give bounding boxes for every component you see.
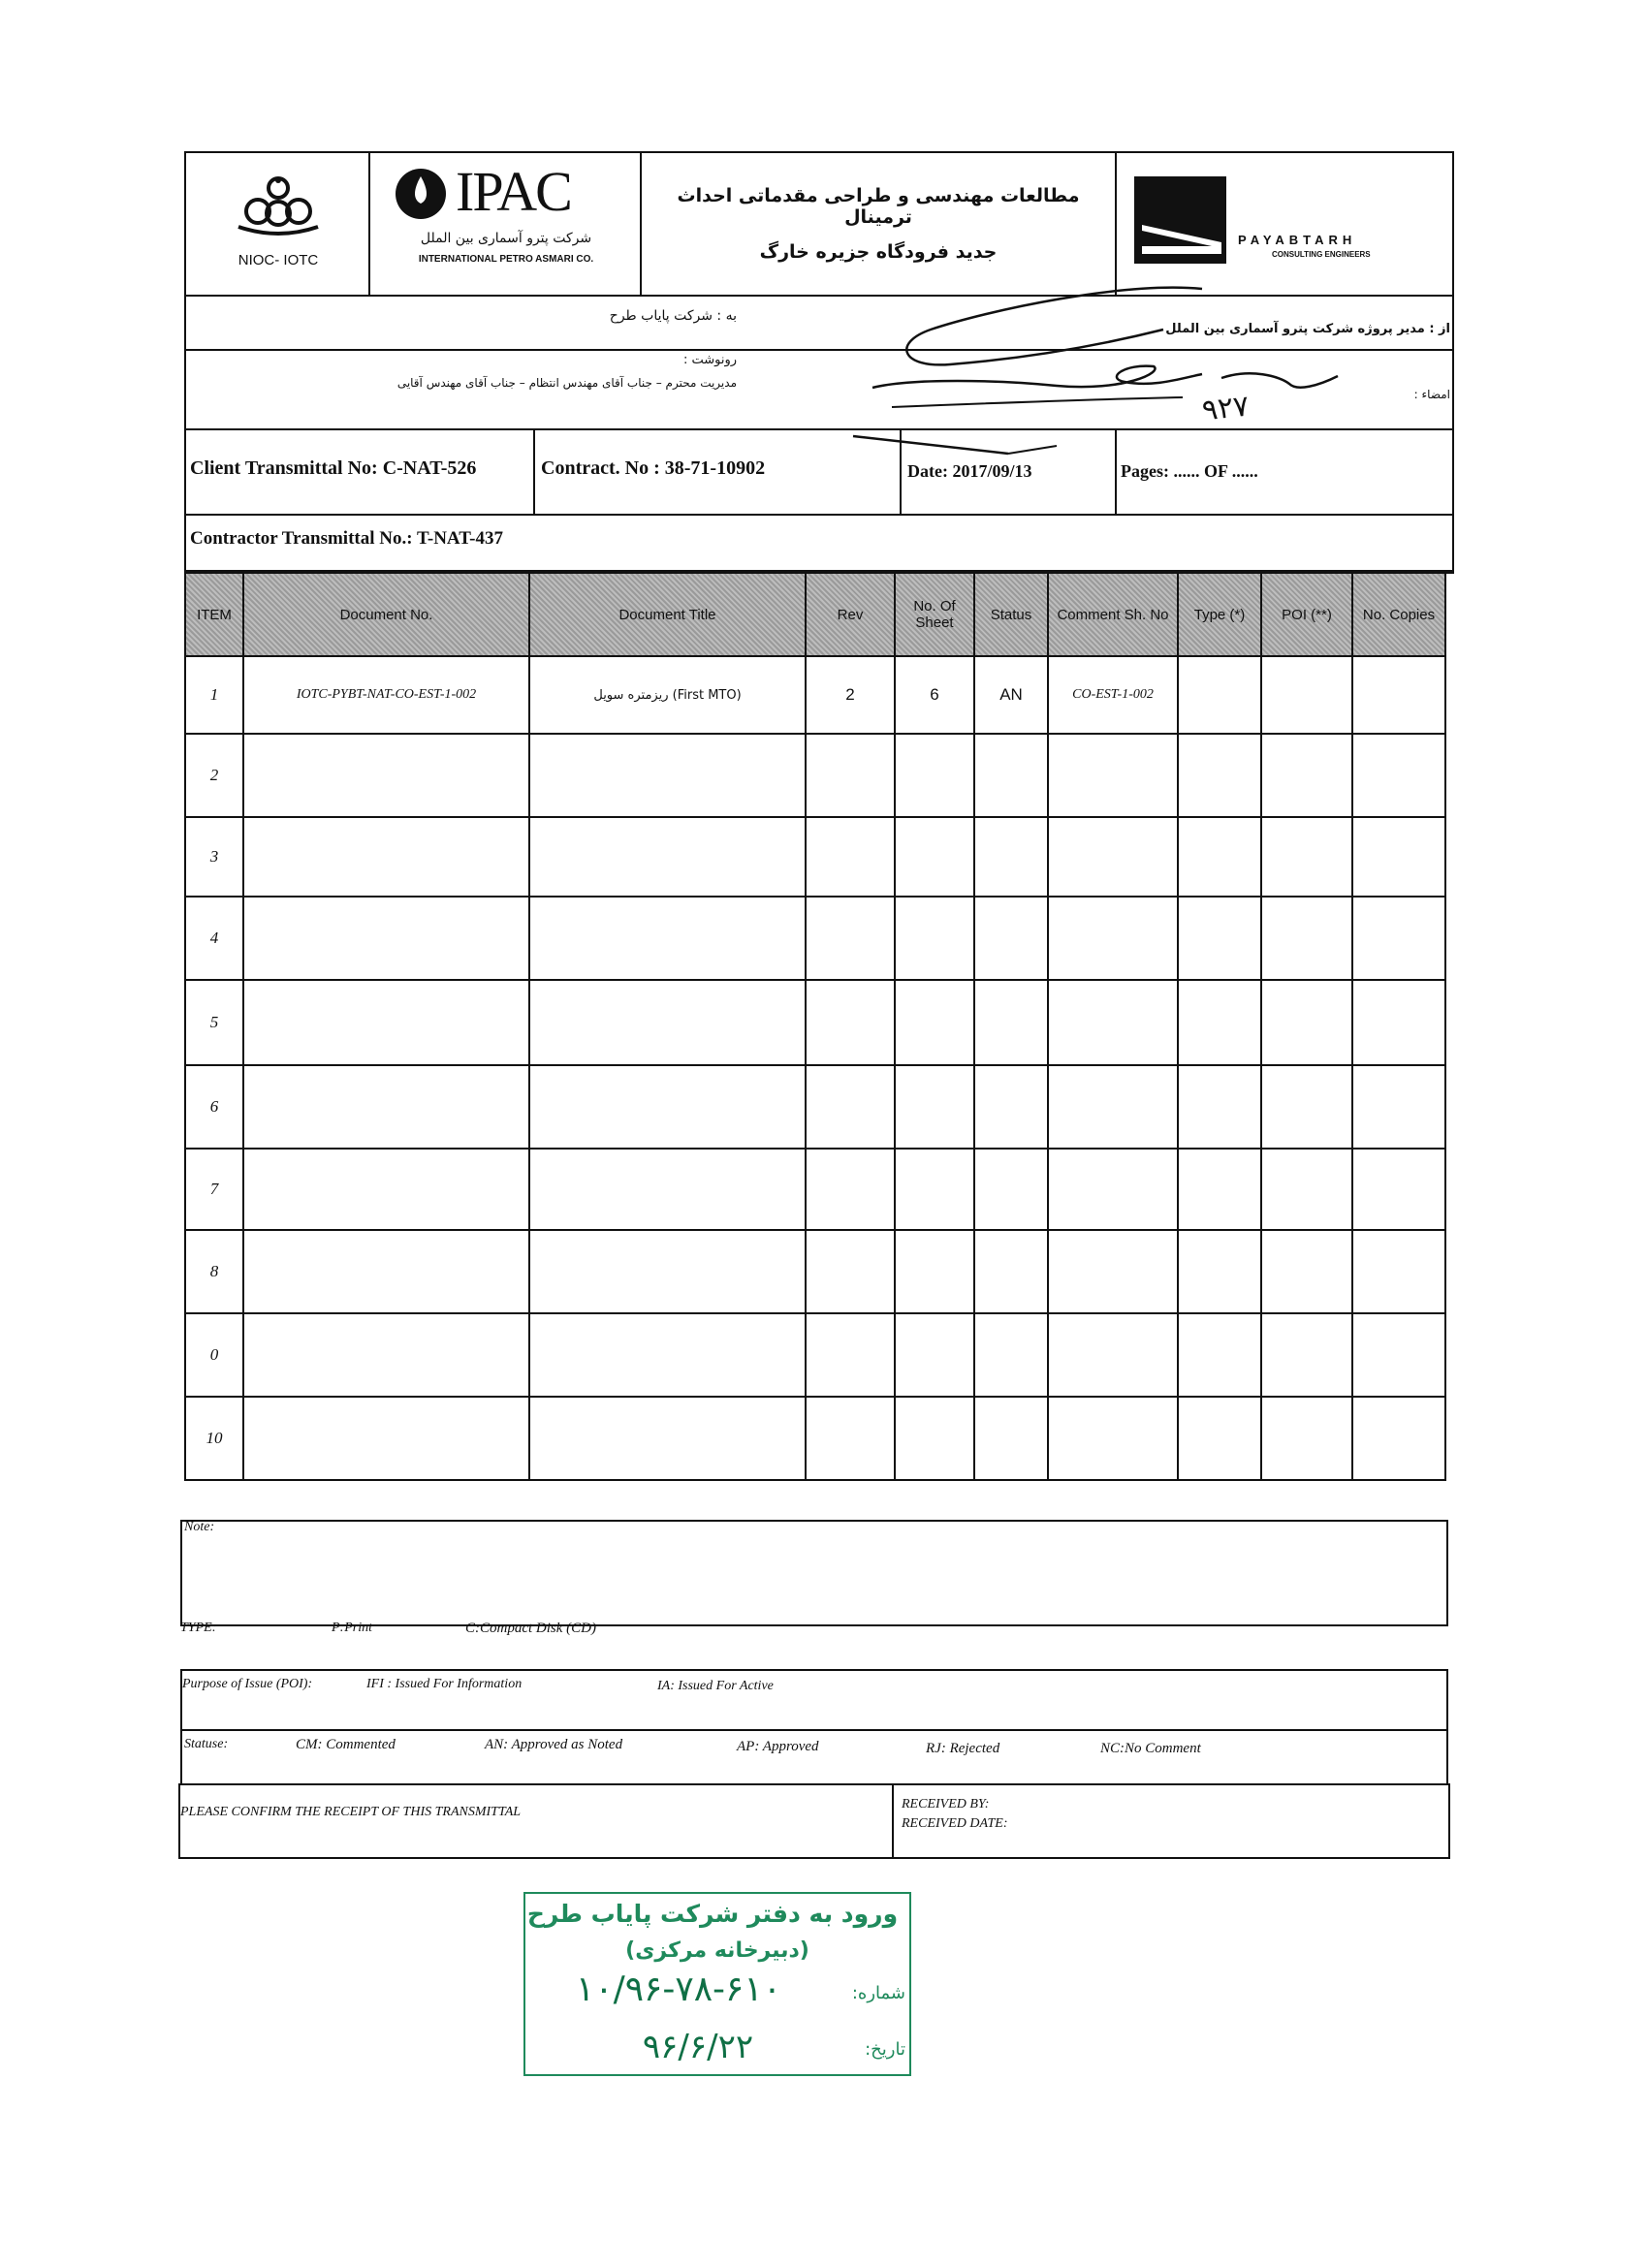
cell-document-no: [244, 1150, 530, 1231]
cell-no-of-sheet: [896, 898, 975, 981]
poi-ifi: IFI : Issued For Information: [366, 1677, 523, 1691]
project-title-line2: جدید فرودگاه جزیره خارگ: [759, 241, 998, 263]
cell-comment-sheet-no: [1049, 1398, 1179, 1481]
cell-status: [975, 981, 1049, 1066]
stamp-number-label: شماره:: [851, 1983, 905, 2003]
cell-type: [1179, 1150, 1262, 1231]
cell-no-of-sheet: [896, 735, 975, 818]
cell-type: [1179, 898, 1262, 981]
cell-poi: [1262, 818, 1353, 898]
transmittal-div-3: [1115, 428, 1117, 516]
table-row: [186, 1150, 1454, 1231]
cell-no-copies: [1353, 898, 1446, 981]
cell-document-no: [244, 898, 530, 981]
note-label: Note:: [184, 1520, 215, 1534]
cell-poi: [1262, 1314, 1353, 1398]
poi-label: Purpose of Issue (POI):: [182, 1677, 313, 1691]
header-item: ITEM: [186, 574, 244, 657]
cell-type: [1179, 981, 1262, 1066]
cell-poi: [1262, 735, 1353, 818]
stamp-number-value: ۱۰/۹۶-۷۸-۶۱۰: [575, 1969, 782, 2009]
cc-text: مدیریت محترم – جناب آقای مهندس انتظام – جناب آقای مهندس آقایی: [396, 376, 737, 390]
transmittal-date: Date: 2017/09/13: [907, 461, 1032, 481]
cell-type: [1179, 818, 1262, 898]
ipac-logo-cell: [370, 153, 642, 295]
table-row: [186, 981, 1454, 1066]
status-nc: NC:No Comment: [1100, 1741, 1201, 1756]
cell-comment-sheet-no: [1049, 981, 1179, 1066]
table-row: [186, 1066, 1454, 1150]
header-no-of-sheet: No. Of Sheet: [896, 574, 975, 657]
table-body: [186, 657, 1454, 1481]
status-an: AN: Approved as Noted: [485, 1737, 623, 1752]
cell-status: [975, 1150, 1049, 1231]
poi-ia: IA: Issued For Active: [657, 1679, 774, 1693]
cell-status: [975, 1066, 1049, 1150]
cell-no-of-sheet: [896, 1398, 975, 1481]
cell-document-title: [530, 1314, 807, 1398]
confirm-text: PLEASE CONFIRM THE RECEIPT OF THIS TRANSMITTAL: [180, 1805, 522, 1819]
cc-label: رونوشت :: [682, 353, 737, 367]
cell-document-title: (First MTO) ریزمتره سویل: [530, 657, 807, 735]
cell-item: 7: [186, 1150, 244, 1231]
cell-comment-sheet-no: [1049, 1231, 1179, 1314]
cell-poi: [1262, 981, 1353, 1066]
transmittal-div-1: [533, 428, 535, 516]
cell-status: [975, 1314, 1049, 1398]
cell-no-copies: [1353, 981, 1446, 1066]
from-field: از : مدیر پروژه شرکت پترو آسماری بین الملل: [1165, 322, 1450, 336]
cell-status: [975, 1231, 1049, 1314]
cell-comment-sheet-no: [1049, 1314, 1179, 1398]
cell-document-title: [530, 1231, 807, 1314]
cell-item: 0: [186, 1314, 244, 1398]
cell-document-no: [244, 1066, 530, 1150]
cell-no-copies: [1353, 1314, 1446, 1398]
cell-item: 3: [186, 818, 244, 898]
cell-item: 8: [186, 1231, 244, 1314]
payab-name: PAYABTARH: [1238, 233, 1357, 247]
cell-document-title: [530, 735, 807, 818]
cell-status: [975, 735, 1049, 818]
cell-type: [1179, 1066, 1262, 1150]
header-poi: POI (**): [1262, 574, 1353, 657]
cell-status: [975, 818, 1049, 898]
cell-item: 4: [186, 898, 244, 981]
table-row: [186, 657, 1454, 735]
cell-poi: [1262, 1066, 1353, 1150]
received-date: RECEIVED DATE:: [902, 1816, 1008, 1831]
cell-no-copies: [1353, 657, 1446, 735]
contractor-transmittal: Contractor Transmittal No.: T-NAT-437: [190, 528, 503, 549]
handwritten-number: ۹۲۷: [1200, 389, 1252, 428]
status-cm: CM: Commented: [296, 1737, 396, 1752]
cell-item: 2: [186, 735, 244, 818]
project-title-line1: مطالعات مهندسی و طراحی مقدماتی احداث ترمینال: [677, 185, 1080, 228]
to-field: به : شرکت پایاب طرح: [609, 308, 737, 324]
cell-status: [975, 898, 1049, 981]
cell-document-no: [244, 1398, 530, 1481]
cell-poi: [1262, 1231, 1353, 1314]
cell-document-no: [244, 1231, 530, 1314]
stamp-line1: ورود به دفتر شرکت پایاب طرح: [526, 1900, 899, 1928]
cell-comment-sheet-no: [1049, 1150, 1179, 1231]
cell-no-copies: [1353, 1150, 1446, 1231]
cell-type: [1179, 1231, 1262, 1314]
client-transmittal: Client Transmittal No: C-NAT-526: [190, 457, 477, 479]
pages-count: Pages: ...... OF ......: [1121, 461, 1258, 481]
cell-no-copies: [1353, 1398, 1446, 1481]
cell-document-no: [244, 981, 530, 1066]
cell-document-no: [244, 818, 530, 898]
cell-no-of-sheet: [896, 1314, 975, 1398]
cell-comment-sheet-no: [1049, 735, 1179, 818]
document-table: [184, 572, 1454, 1481]
cell-type: [1179, 1398, 1262, 1481]
cell-document-title: [530, 1150, 807, 1231]
cell-document-title: [530, 1398, 807, 1481]
cell-rev: [807, 735, 896, 818]
transmittal-div-2: [900, 428, 902, 516]
cell-status: [975, 1398, 1049, 1481]
cell-poi: [1262, 657, 1353, 735]
cell-no-copies: [1353, 1066, 1446, 1150]
status-ap: AP: Approved: [737, 1739, 819, 1754]
table-row: [186, 1314, 1454, 1398]
ipac-en-name: INTERNATIONAL PETRO ASMARI CO.: [418, 254, 594, 265]
cell-document-title: [530, 981, 807, 1066]
cell-item: 6: [186, 1066, 244, 1150]
header-comment-sheet-no: Comment Sh. No: [1049, 574, 1179, 657]
cell-type: [1179, 735, 1262, 818]
nioc-logo-cell: [186, 153, 370, 295]
header-rev: Rev: [807, 574, 896, 657]
cell-rev: [807, 1231, 896, 1314]
cell-no-of-sheet: [896, 981, 975, 1066]
payab-sub: CONSULTING ENGINEERS: [1272, 250, 1371, 259]
confirm-row: [178, 1783, 1450, 1859]
table-row: [186, 1231, 1454, 1314]
cell-document-title: [530, 818, 807, 898]
table-row: [186, 818, 1454, 898]
cell-document-no: [244, 1314, 530, 1398]
cell-no-of-sheet: [896, 1150, 975, 1231]
nioc-label: NIOC- IOTC: [238, 252, 319, 268]
cell-no-copies: [1353, 1231, 1446, 1314]
cell-poi: [1262, 1150, 1353, 1231]
ipac-drop-icon: [392, 163, 450, 221]
received-by: RECEIVED BY:: [902, 1797, 990, 1811]
payab-logo-icon: [1134, 176, 1226, 264]
cell-no-copies: [1353, 818, 1446, 898]
cell-type: [1179, 1314, 1262, 1398]
cell-no-of-sheet: 6: [896, 657, 975, 735]
cell-document-title: [530, 898, 807, 981]
cell-no-of-sheet: [896, 1066, 975, 1150]
status-rj: RJ: Rejected: [926, 1741, 1000, 1756]
header-type: Type (*): [1179, 574, 1262, 657]
table-row: [186, 1398, 1454, 1481]
status-label: Statuse:: [184, 1737, 229, 1751]
cell-item: 1: [186, 657, 244, 735]
nioc-logo-icon: [225, 173, 332, 240]
note-box: [180, 1520, 1448, 1626]
header-document-title: Document Title: [530, 574, 807, 657]
cell-document-no: [244, 735, 530, 818]
cell-rev: 2: [807, 657, 896, 735]
stamp-line2: (دبیرخانه مرکزی): [625, 1938, 809, 1963]
cell-status: AN: [975, 657, 1049, 735]
cell-comment-sheet-no: [1049, 1066, 1179, 1150]
cell-no-copies: [1353, 735, 1446, 818]
stamp-date-value: ۹۶/۶/۲۲: [642, 2028, 754, 2066]
header-status: Status: [975, 574, 1049, 657]
cell-item: 5: [186, 981, 244, 1066]
cell-rev: [807, 1150, 896, 1231]
cell-rev: [807, 981, 896, 1066]
cell-item: 10: [186, 1398, 244, 1481]
stamp-date-label: تاریخ:: [865, 2039, 905, 2060]
type-cd: C:Compact Disk (CD): [465, 1621, 596, 1636]
signature-label: امضاء :: [1413, 388, 1450, 401]
cell-comment-sheet-no: [1049, 818, 1179, 898]
cell-poi: [1262, 1398, 1353, 1481]
cell-rev: [807, 818, 896, 898]
contract-no: Contract. No : 38-71-10902: [541, 457, 766, 479]
cell-comment-sheet-no: [1049, 898, 1179, 981]
header-no-copies: No. Copies: [1353, 574, 1446, 657]
cell-rev: [807, 1314, 896, 1398]
cell-comment-sheet-no: CO-EST-1-002: [1049, 657, 1179, 735]
header-document-no: Document No.: [244, 574, 530, 657]
ipac-logo-text: IPAC: [456, 160, 571, 223]
cell-document-title: [530, 1066, 807, 1150]
cell-rev: [807, 898, 896, 981]
ipac-fa-name: شرکت پترو آسماری بین الملل: [420, 231, 592, 246]
cell-no-of-sheet: [896, 818, 975, 898]
cell-rev: [807, 1398, 896, 1481]
cell-type: [1179, 657, 1262, 735]
table-row: [186, 898, 1454, 981]
cell-poi: [1262, 898, 1353, 981]
confirm-divider: [892, 1783, 894, 1859]
type-label: TYPE:: [180, 1621, 217, 1635]
table-header: [186, 574, 1454, 657]
type-print: P:Print: [332, 1621, 372, 1635]
table-row: [186, 735, 1454, 818]
cell-no-of-sheet: [896, 1231, 975, 1314]
cell-rev: [807, 1066, 896, 1150]
cell-document-no: IOTC-PYBT-NAT-CO-EST-1-002: [244, 657, 530, 735]
